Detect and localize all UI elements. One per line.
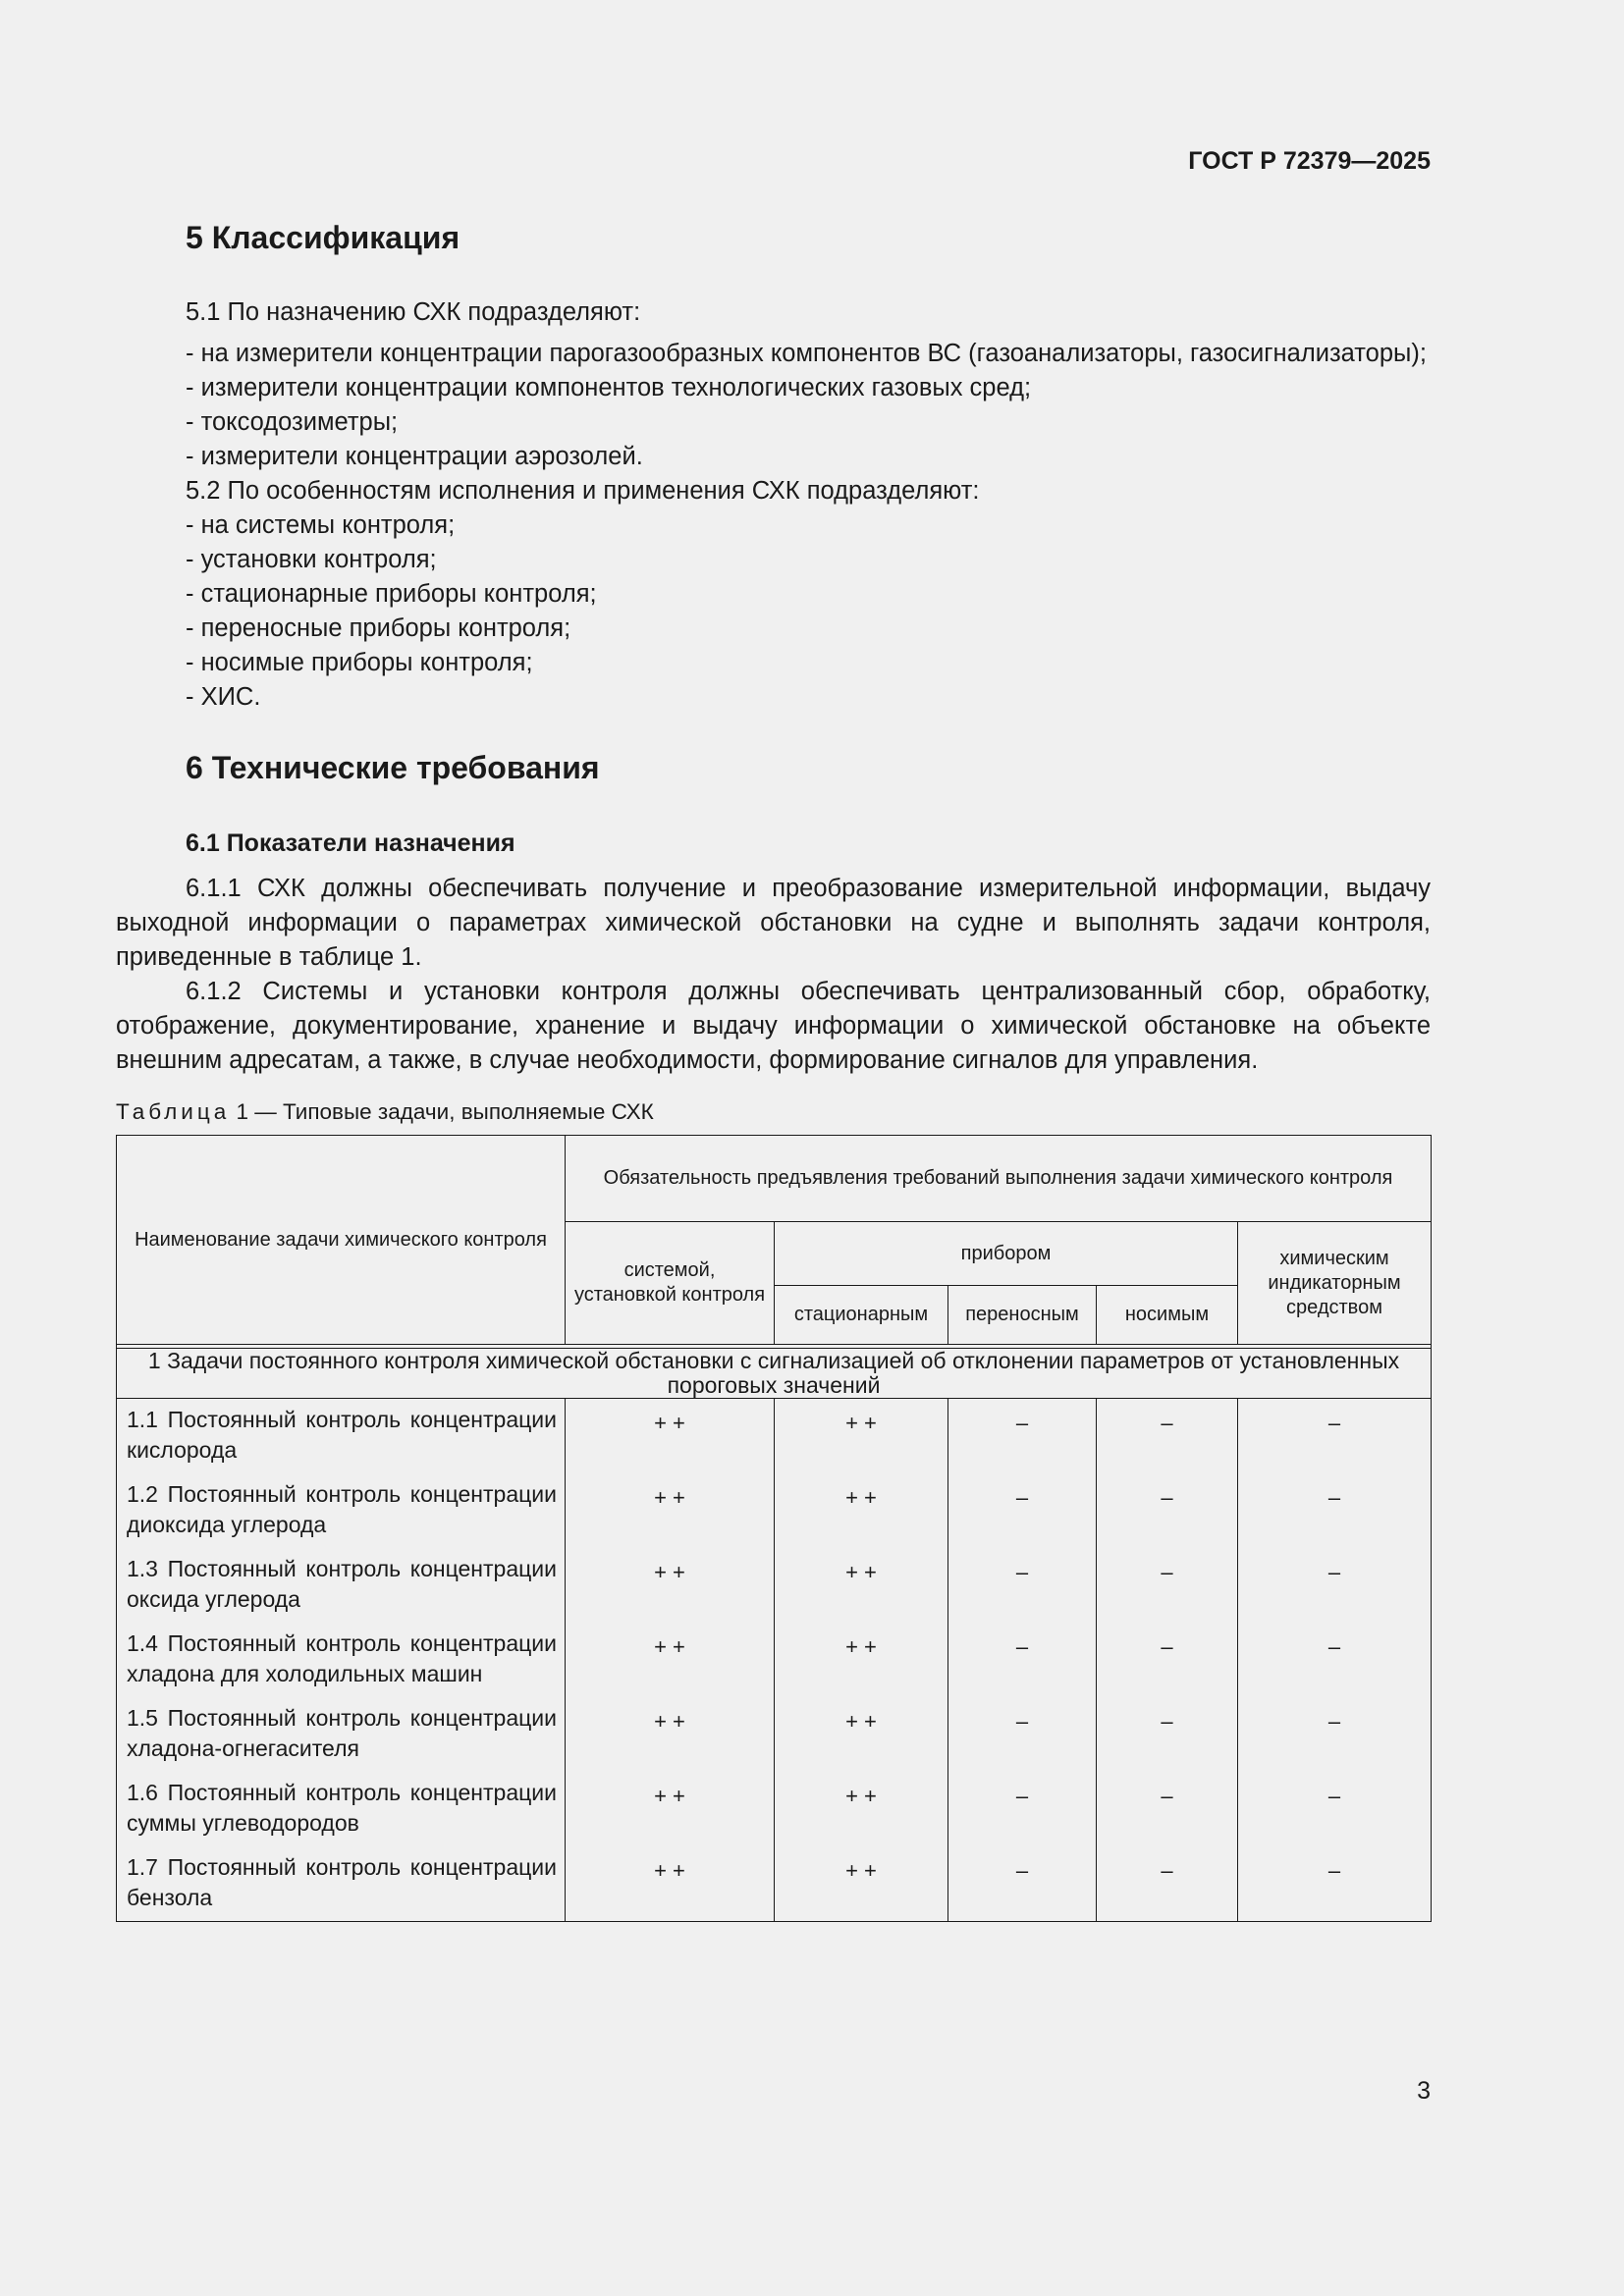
task-name-cell: 1.2 Постоянный контроль концентрации диоксида углерода [117,1473,566,1548]
paragraph-6-1-2: 6.1.2 Системы и установки контроля должны обеспечивать централизованный сбор, обработку, отображение, документирование, хранение и выдачу информации о химической обстановке на объекте внешним адресатам, а также, в случае необходимости, формирование сигналов для управления. [116,978,1431,1074]
stationary-cell: + + [775,1697,948,1772]
list-item: - на системы контроля; [186,511,456,539]
header-chemical: химическим индикаторным средством [1238,1222,1432,1345]
table-caption-text: 1 — Типовые задачи, выполняемые СХК [236,1099,654,1124]
system-cell: + + [566,1697,775,1772]
chemical-cell: – [1238,1697,1432,1772]
stationary-cell: + + [775,1399,948,1474]
list-5-1 [116,371,1431,474]
wearable-cell: – [1097,1473,1238,1548]
paragraph-5-1: 5.1 По назначению СХК подразделяют: [186,298,641,326]
portable-cell: – [948,1548,1097,1623]
stationary-cell: + + [775,1548,948,1623]
list-item: - ХИС. [186,683,261,711]
paragraph-5-2: 5.2 По особенностям исполнения и применения СХК подразделяют: [186,477,980,505]
header-requirement: Обязательность предъявления требований выполнения задачи химического контроля [566,1136,1432,1222]
header-portable: переносным [948,1286,1097,1345]
table-row [117,1772,1432,1846]
portable-cell: – [948,1772,1097,1846]
task-name-cell: 1.1 Постоянный контроль концентрации кислорода [117,1399,566,1474]
list-item-5-1-first: - на измерители концентрации парогазообразных компонентов ВС (газоанализаторы, газосигнализаторы); [186,340,1427,367]
table-row [117,1697,1432,1772]
chemical-cell: – [1238,1623,1432,1697]
system-cell: + + [566,1772,775,1846]
chemical-cell: – [1238,1772,1432,1846]
list-item: - переносные приборы контроля; [186,614,571,642]
task-name-cell: 1.7 Постоянный контроль концентрации бензола [117,1846,566,1922]
portable-cell: – [948,1697,1097,1772]
wearable-cell: – [1097,1623,1238,1697]
table-row [117,1548,1432,1623]
table-row [117,1399,1432,1474]
portable-cell: – [948,1399,1097,1474]
chemical-cell: – [1238,1846,1432,1922]
header-wearable: носимым [1097,1286,1238,1345]
list-5-2 [116,508,1431,715]
task-name-cell: 1.5 Постоянный контроль концентрации хладона-огнегасителя [117,1697,566,1772]
portable-cell: – [948,1623,1097,1697]
table-row [117,1473,1432,1548]
subsection-6-1-title: 6.1 Показатели назначения [186,829,515,857]
list-item: - измерители концентрации аэрозолей. [186,443,643,470]
header-system: системой, установкой контроля [566,1222,775,1345]
tasks-table [116,1135,1432,1922]
list-item: - носимые приборы контроля; [186,649,533,676]
header-stationary: стационарным [775,1286,948,1345]
stationary-cell: + + [775,1846,948,1922]
portable-cell: – [948,1473,1097,1548]
standard-code: ГОСТ Р 72379—2025 [1188,147,1431,175]
table-header [117,1136,1432,1345]
stationary-cell: + + [775,1473,948,1548]
wearable-cell: – [1097,1399,1238,1474]
paragraph-6-1-1: 6.1.1 СХК должны обеспечивать получение и преобразование измерительной информации, выдачу выходной информации о параметрах химической обстановки на судне и выполнять задачи контроля, приведенные в таблице 1. [116,875,1431,971]
list-item: - токсодозиметры; [186,408,399,436]
task-name-cell: 1.3 Постоянный контроль концентрации оксида углерода [117,1548,566,1623]
wearable-cell: – [1097,1846,1238,1922]
table-row [117,1623,1432,1697]
wearable-cell: – [1097,1548,1238,1623]
list-item: - стационарные приборы контроля; [186,580,597,608]
chemical-cell: – [1238,1473,1432,1548]
task-name-cell: 1.6 Постоянный контроль концентрации суммы углеводородов [117,1772,566,1846]
wearable-cell: – [1097,1772,1238,1846]
group-row-1: 1 Задачи постоянного контроля химической обстановки с сигнализацией об отклонении параметров от установленных пороговых значений [117,1349,1432,1399]
table-body [117,1399,1432,1922]
section-6-title: 6 Технические требования [186,750,600,785]
page-content [116,220,1431,1922]
system-cell: + + [566,1623,775,1697]
table-caption [116,1099,1431,1125]
system-cell: + + [566,1548,775,1623]
task-name-cell: 1.4 Постоянный контроль концентрации хладона для холодильных машин [117,1623,566,1697]
system-cell: + + [566,1473,775,1548]
stationary-cell: + + [775,1623,948,1697]
wearable-cell: – [1097,1697,1238,1772]
header-task-name: Наименование задачи химического контроля [117,1136,566,1345]
system-cell: + + [566,1846,775,1922]
list-item: - установки контроля; [186,546,437,573]
table-caption-label: Таблица [116,1099,231,1124]
section-5-title: 5 Классификация [186,220,460,255]
portable-cell: – [948,1846,1097,1922]
chemical-cell: – [1238,1548,1432,1623]
chemical-cell: – [1238,1399,1432,1474]
system-cell: + + [566,1399,775,1474]
table-row [117,1846,1432,1922]
page-number: 3 [1417,2077,1431,2105]
list-item: - измерители концентрации компонентов технологических газовых сред; [186,374,1032,401]
stationary-cell: + + [775,1772,948,1846]
header-device: прибором [775,1222,1238,1286]
